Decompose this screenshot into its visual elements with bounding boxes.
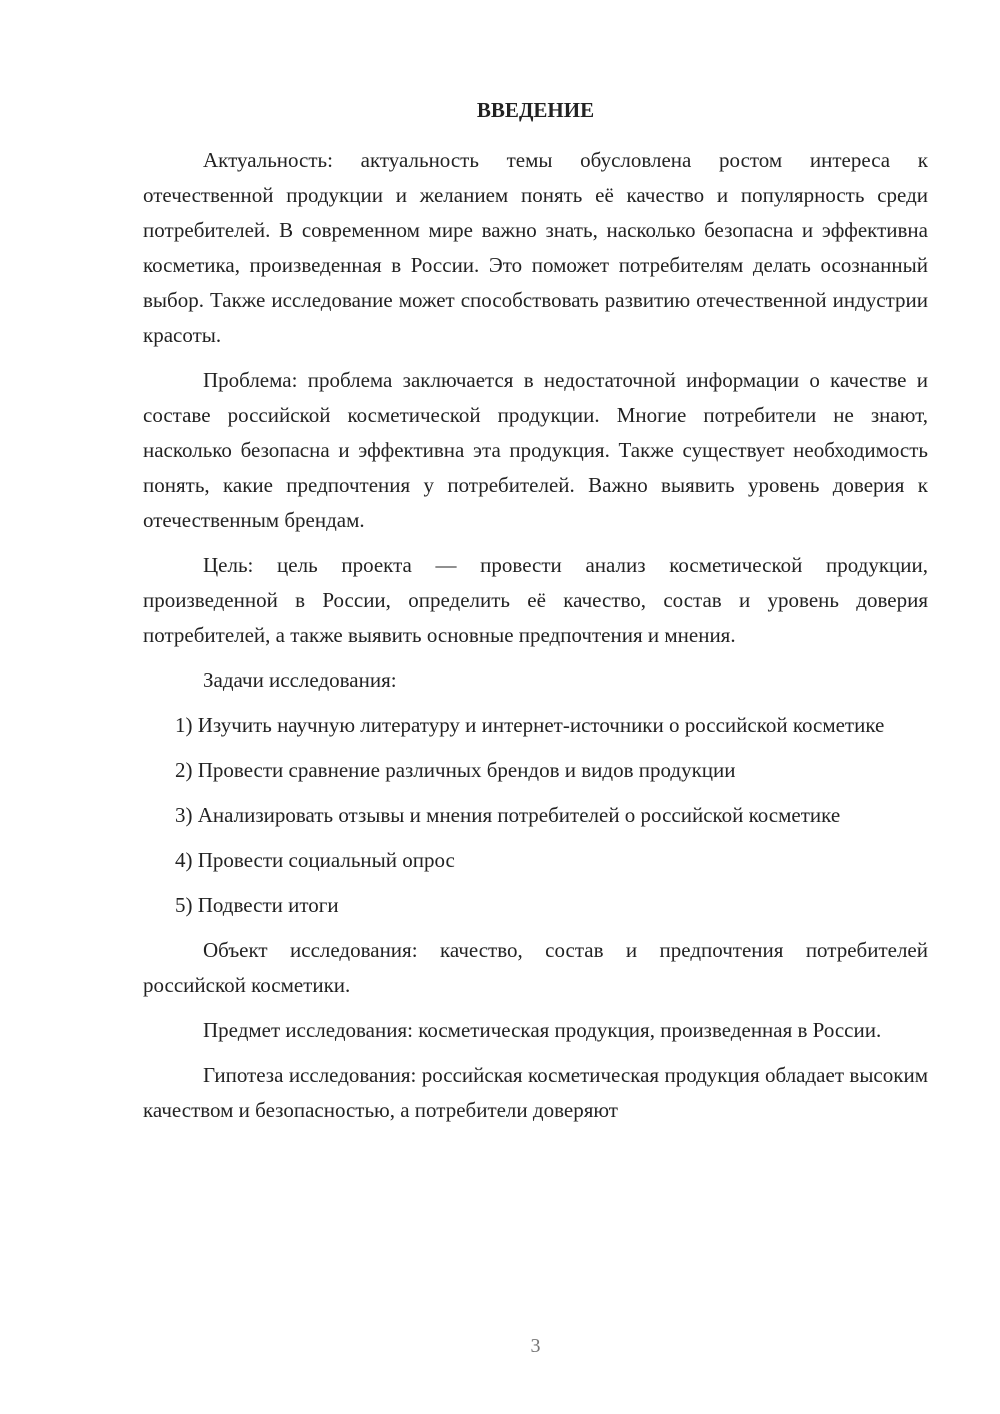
paragraph-relevance: Актуальность: актуальность темы обусловлена ростом интереса к отечественной продукции и желанием понять её качество и популярность среди потребителей. В современном мире важно знать, насколько безопасна и эффективна косметика, произведенная в России. Это поможет потребителям делать осознанный выбор. Также исследование может способствовать развитию отечественной индустрии красоты. — [143, 148, 928, 347]
paragraph-problem: Проблема: проблема заключается в недостаточной информации о качестве и составе российской косметической продукции. Многие потребители не знают, насколько безопасна и эффективна эта продукция. Также существует необходимость понять, какие предпочтения у потребителей. Важно выявить уровень доверия к отечественным брендам. — [143, 368, 928, 532]
task-item-3: 3) Анализировать отзывы и мнения потребителей о российской косметике — [175, 803, 841, 827]
page-title: ВВЕДЕНИЕ — [476, 98, 595, 122]
paragraph-tasks-heading: Задачи исследования: — [203, 668, 397, 692]
paragraph-hypothesis: Гипотеза исследования: российская косметическая продукция обладает высоким качеством и безопасностью, а потребители доверяют — [143, 1063, 928, 1122]
task-item-2: 2) Провести сравнение различных брендов и видов продукции — [175, 758, 736, 782]
task-item-4: 4) Провести социальный опрос — [175, 848, 455, 872]
task-item-1: 1) Изучить научную литературу и интернет-источники о российской косметике — [175, 713, 885, 737]
page-number: 3 — [530, 1335, 541, 1357]
paragraph-object: Объект исследования: качество, состав и предпочтения потребителей российской косметики. — [143, 938, 928, 997]
paragraph-subject: Предмет исследования: косметическая продукция, произведенная в России. — [203, 1018, 882, 1042]
paragraph-goal: Цель: цель проекта — провести анализ косметической продукции, произведенной в России, определить её качество, состав и уровень доверия потребителей, а также выявить основные предпочтения и мнения. — [143, 553, 928, 647]
document-body — [143, 143, 928, 1138]
task-item-5: 5) Подвести итоги — [175, 893, 339, 917]
